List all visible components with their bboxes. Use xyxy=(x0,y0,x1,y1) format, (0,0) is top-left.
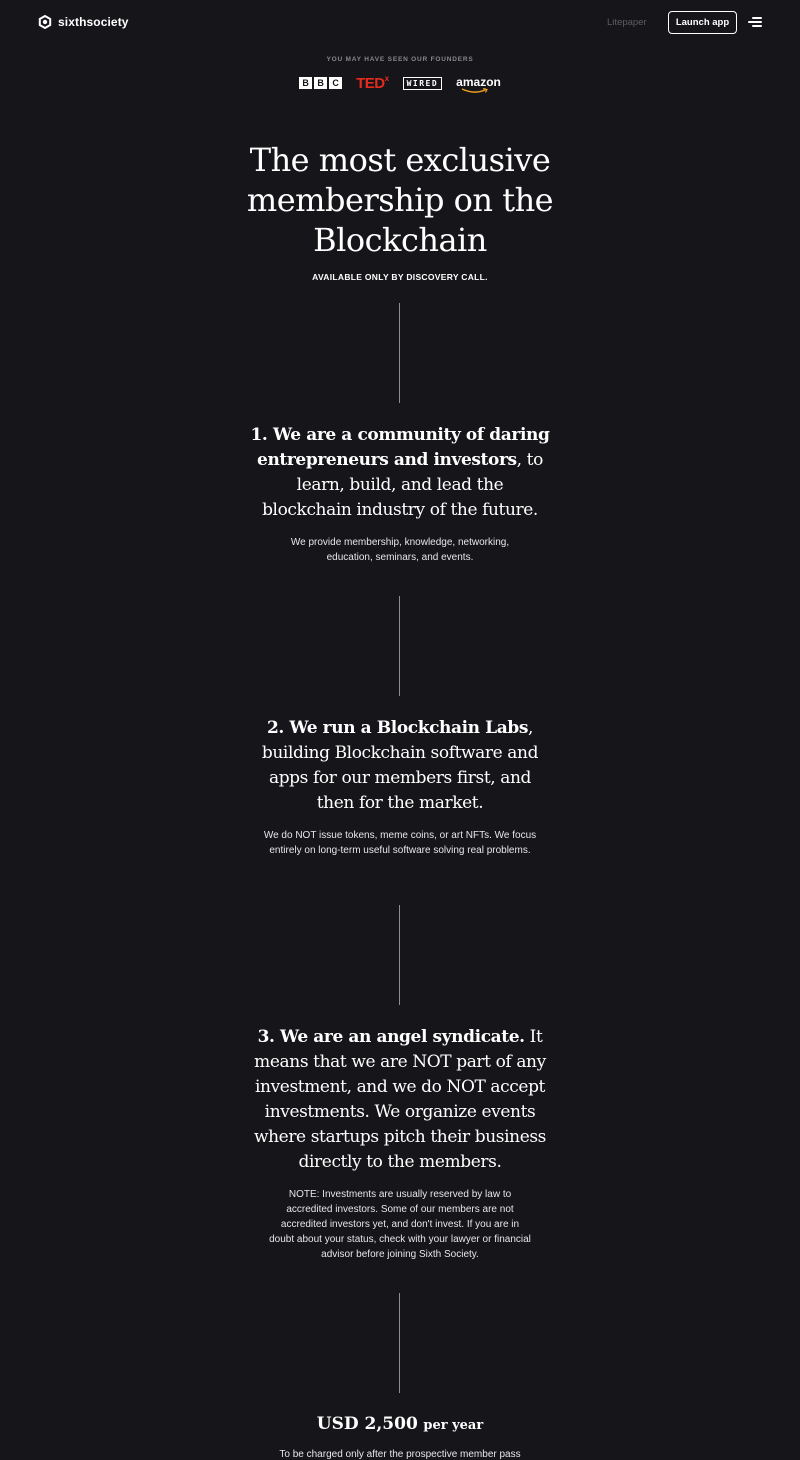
bbc-logo: B B C xyxy=(299,77,342,89)
divider-line xyxy=(399,303,400,403)
press-logos xyxy=(0,74,800,92)
section-labs xyxy=(250,716,550,858)
section-body: We do NOT issue tokens, meme coins, or art NFTs. We focus entirely on long-term useful software solving real problems. xyxy=(263,830,537,856)
section-angel-syndicate xyxy=(250,1025,550,1262)
top-navigation xyxy=(0,0,800,46)
divider-line xyxy=(399,596,400,696)
press-heading: YOU MAY HAVE SEEN OUR FOUNDERS xyxy=(326,56,474,63)
section-community xyxy=(250,423,550,565)
section-heading: 3. We are an angel syndicate. It means that we are NOT part of any investment, and we do NOT accept investments. We organize events where startups pitch their business directly to the members. xyxy=(253,1027,547,1172)
brand-logo[interactable] xyxy=(38,15,129,29)
launch-app-button[interactable]: Launch app xyxy=(668,11,737,34)
brand-name: sixthsociety xyxy=(58,15,129,29)
price-amount: USD 2,500 xyxy=(316,1414,418,1434)
litepaper-link[interactable]: Litepaper xyxy=(607,17,647,28)
tedx-logo: TED$^x$ xyxy=(356,74,389,92)
divider-line xyxy=(399,905,400,1005)
price-period: per year xyxy=(423,1418,484,1433)
divider-line xyxy=(399,1293,400,1393)
section-body: We provide membership, knowledge, networking, education, seminars, and events. xyxy=(290,537,510,563)
section-heading: 1. We are a community of daring entrepreneurs and investors, to learn, build, and lead the blockchain industry of the future. xyxy=(250,425,550,520)
price-note: To be charged only after the prospective member pass xyxy=(279,1449,521,1460)
section-heading: 2. We run a Blockchain Labs, building Blockchain software and apps for our members first, and then for the market. xyxy=(261,718,539,813)
hamburger-menu-icon[interactable] xyxy=(748,16,762,28)
section-body: NOTE: Investments are usually reserved by law to accredited investors. Some of our members are not accredited investors yet, and don't invest. If you are in doubt about your status, check with your lawyer or financial advisor before joining Sixth Society. xyxy=(269,1189,531,1260)
sixthsociety-logo-icon xyxy=(38,15,52,29)
membership-price xyxy=(0,1414,800,1434)
amazon-smile-icon xyxy=(461,88,489,94)
wired-logo: WIRED xyxy=(403,77,443,90)
hero-subtitle: AVAILABLE ONLY BY DISCOVERY CALL. xyxy=(312,272,488,282)
hero-title: The most exclusive membership on the Blockchain xyxy=(246,141,554,259)
amazon-logo: amazon xyxy=(456,75,501,92)
